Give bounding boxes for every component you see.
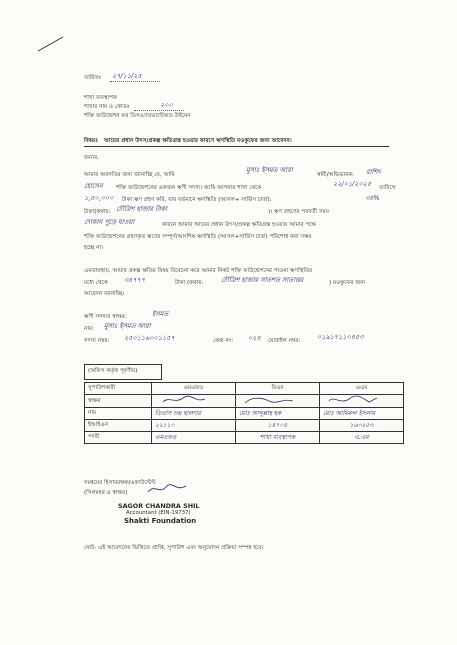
stamp-org: Shakti Foundation bbox=[124, 517, 197, 525]
table-header: এমএফও bbox=[152, 383, 236, 395]
org-name: শক্তি ফাউন্ডেশন ফর ডিসএ্যাডভান্টেজড উইমেন bbox=[84, 113, 191, 119]
date-value: ২৭/১১/২৫ bbox=[112, 72, 142, 80]
recipient-line: শাখা ব্যবস্থাপক bbox=[84, 95, 117, 101]
table-cell: তিতাস চন্দ্র হালদার bbox=[152, 408, 236, 420]
branch-label: শাখার নাম ও কোডঃ bbox=[84, 104, 130, 110]
table-cell: মোঃ আব্দুল্লাহ হক bbox=[236, 408, 320, 420]
table-row bbox=[85, 420, 404, 432]
row-label: ইআইএন bbox=[85, 420, 152, 432]
para2-a: মধ্যে থেকে bbox=[84, 280, 108, 286]
center-label: কেন্দ্র নং: bbox=[213, 338, 234, 344]
stamp-name: SAGOR CHANDRA SHIL bbox=[118, 502, 200, 510]
body-line3-a: টাকা ঋণ গ্রহণ করি, যার বর্তমানে ঋণস্থিতি (আসল+ সার্ভিস চার্জ): bbox=[122, 197, 272, 203]
para2-b: টাকা (কথায়: bbox=[175, 280, 204, 286]
reason-handwritten: দোকান পুড়ে যাওয়া bbox=[84, 218, 135, 226]
signature-cell bbox=[236, 395, 320, 408]
table-header: এএম bbox=[320, 383, 404, 395]
table-cell: এ.এম bbox=[320, 432, 404, 444]
table-cell: ১৪৭০৪ bbox=[236, 420, 320, 432]
stamp-title: Accountant (EIN-19737) bbox=[126, 510, 191, 516]
body-line6: শক্তি ফাউন্ডেশনের গ্রহণকৃত ঋণের সম্পূর্ণ/আংশিক ঋণস্থিতি (আসল+সার্ভিস চার্জ) পরিশোধ করা সম্ভব bbox=[84, 234, 312, 240]
table-row bbox=[85, 395, 404, 408]
member-signature: ইসমত bbox=[152, 310, 169, 318]
body-line5-b: কারনে আমার আয়ের প্রধান উৎস/প্রকল্প ক্ষতিগ্রস্ত হওয়ায় আমার পক্ষে bbox=[162, 222, 316, 228]
signature-cell bbox=[320, 395, 404, 408]
body-line7: হচ্ছে না। bbox=[84, 245, 104, 251]
body-line4-a: টাকা(কথায়: bbox=[84, 209, 111, 215]
am-signature bbox=[323, 395, 383, 405]
table-cell: এমএফও bbox=[152, 432, 236, 444]
table-row bbox=[85, 432, 404, 444]
loan-date-handwritten: ২২/০১/২০২৫ bbox=[333, 180, 372, 188]
member-sign-label: ঋণী সদস্যর স্বাক্ষর: bbox=[84, 314, 127, 320]
accountant-label: সমন্বয়ের হিসাবরক্ষক/একাউন্টেন্ট bbox=[84, 480, 156, 486]
row-label: পদবী bbox=[85, 432, 152, 444]
body-line4-b: )। ঋণ গ্রহণের পরবর্তী সময় bbox=[268, 209, 330, 215]
para2-line1: এমতাবস্থায়, আমার প্রকল্প ক্ষতির বিষয় বিবেচনা করে আমার নিকট শক্তি ফাউন্ডেশনের পাওনা ঋণস্থিতির bbox=[84, 268, 313, 274]
loan-amount-handwritten: ১,৫০,০০০ bbox=[84, 194, 114, 202]
member-name-value: মুসাঃ ইসমত আরা bbox=[104, 322, 151, 330]
subject-text: আয়ের প্রধান উৎস/প্রকল্প ক্ষতিগ্রস্ত হওয়ার কারণে ঋণস্থিতি মওকুফের জন্য আবেদন। bbox=[104, 138, 292, 144]
member-name-handwritten: মুসাঃ ইসমত আরা bbox=[246, 166, 293, 174]
table-cell: ২২১১০ bbox=[152, 420, 236, 432]
office-section-title: (অফিস কর্তৃক পূরণীয়) bbox=[88, 368, 138, 374]
waive-amount-handwritten: ৩৪৭৭৭ bbox=[124, 276, 146, 284]
body-line2-b: শক্তি ফাউন্ডেশনের একজন ঋণী সদস্য। আমি আপনার শাখা থেকে bbox=[116, 185, 262, 191]
table-header-row bbox=[85, 383, 404, 395]
table-header: বিএম bbox=[236, 383, 320, 395]
table-row bbox=[85, 408, 404, 420]
row-label: স্বাক্ষর bbox=[85, 395, 152, 408]
para2-c: ) মওকুফের জন্য bbox=[329, 280, 366, 286]
member-name-label: নাম: bbox=[84, 326, 94, 332]
center-value: ০২৪ bbox=[248, 334, 261, 342]
waive-words-handwritten: চৌত্রিশ হাজার সাতশত সাতাত্তর bbox=[221, 276, 304, 284]
recommendation-table bbox=[84, 382, 404, 444]
branch-code: ২০০ bbox=[160, 101, 173, 109]
body-line2-c: তারিখে bbox=[379, 185, 396, 191]
table-cell: মোঃ আমিরুল ইসলাম bbox=[320, 408, 404, 420]
member-no-value: ২৫০১১৬০০১১৫৭ bbox=[124, 334, 175, 342]
footer-note: নোট- এই আবেদনের ভিত্তিতে প্রাপ্তি, সুপারিশ এবং অনুমোদন প্রক্রিয়া সম্পন্ন হবে। bbox=[84, 545, 264, 551]
table-cell: শাখা ব্যবস্থাপক bbox=[236, 432, 320, 444]
date-label: তারিখঃ bbox=[84, 75, 102, 81]
para2-line3: আবেদন জানাচ্ছি। bbox=[84, 291, 125, 297]
signature-cell bbox=[152, 395, 236, 408]
pen-stroke-mark bbox=[36, 34, 66, 54]
mobile-value: ০১৯১৭১১০৪৫৩ bbox=[317, 333, 364, 341]
bm-signature bbox=[239, 395, 299, 405]
salutation: জনাব, bbox=[84, 155, 99, 161]
body-line1-a: আমার অবগতির জন্য জানাচ্ছি যে, আমি bbox=[84, 172, 175, 178]
mobile-label: মোবাইল নম্বর: bbox=[268, 338, 301, 344]
table-header: সুপারিশকারী bbox=[85, 383, 152, 395]
accountant-stamp bbox=[118, 502, 218, 526]
row-label: নাম bbox=[85, 408, 152, 420]
accountant-seal-label: (সিলমহর ও স্বাক্ষর) bbox=[84, 490, 128, 496]
accountant-signature bbox=[146, 483, 190, 495]
subject-label: বিষয়ঃ bbox=[84, 138, 99, 144]
body-line1-b: স্বামী/অভিভাবক: bbox=[317, 172, 354, 178]
table-cell: ১৬০২৫৩ bbox=[320, 420, 404, 432]
balance-words-handwritten: চৌত্রিশ হাজার টাকা bbox=[116, 205, 168, 213]
member-no-label: সদস্য নম্বর: bbox=[84, 338, 110, 344]
guardian-surname-handwritten: হোসেন bbox=[84, 182, 103, 190]
guardian-handwritten: রাশিদ bbox=[366, 168, 381, 176]
mfo-signature bbox=[155, 395, 215, 405]
balance-handwritten: ৩৪% bbox=[365, 194, 380, 202]
